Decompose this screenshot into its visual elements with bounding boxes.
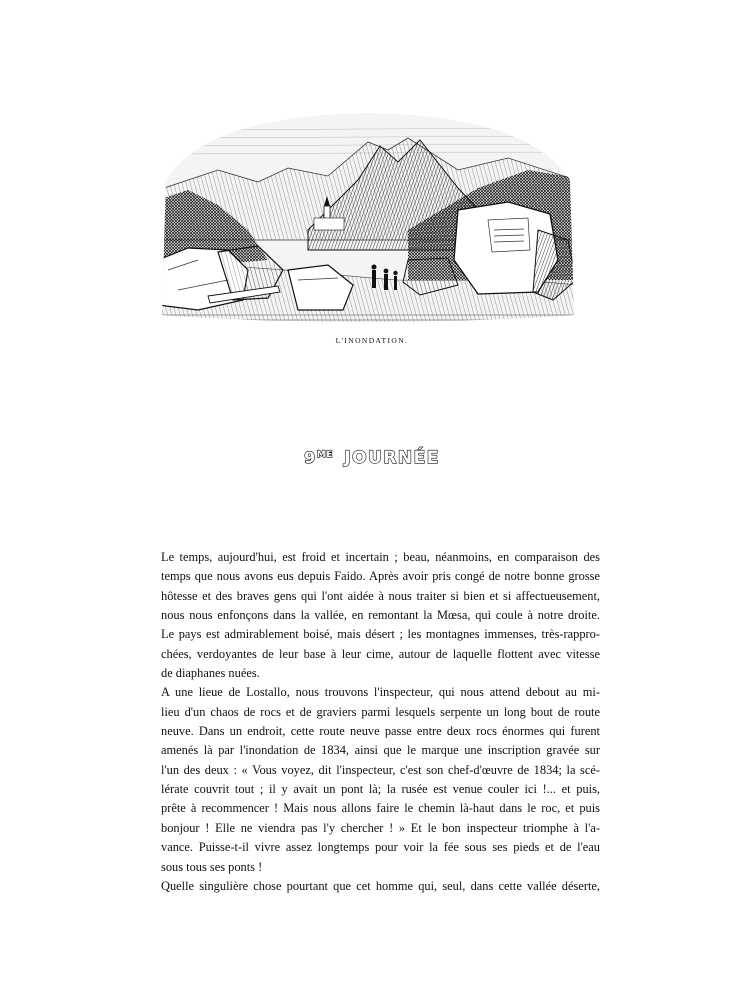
text-line: amenés là par l'inondation de 1834, ainsi que le marque une inscription gravée sur [161, 743, 600, 758]
text-line: Le pays est admirablement boisé, mais désert ; les montagnes immenses, très-rappro- [161, 627, 600, 642]
engraving-illustration [158, 110, 576, 330]
text-line: nous nous enfonçons dans la vallée, en remontant la Mœsa, qui coule à notre droite. [161, 608, 600, 623]
text-line: l'un des deux : « Vous voyez, dit l'inspecteur, c'est son chef-d'œuvre de 1834; la scé- [161, 762, 600, 777]
text-line: Le temps, aujourd'hui, est froid et incertain ; beau, néanmoins, en comparaison des [161, 550, 600, 564]
text-line: prête à recommencer ! Mais nous allons faire le chemin là-haut dans le roc, et puis [161, 801, 600, 816]
chapter-heading [0, 448, 744, 468]
text-line: lieu d'un chaos de rocs et de graviers parmi lesquels serpente un long bout de route [161, 704, 600, 719]
text-line: Quelle singulière chose pourtant que cet homme qui, seul, dans cette vallée déserte, [161, 878, 600, 893]
text-line: de diaphanes nuées. [161, 666, 260, 681]
text-line: chées, verdoyantes de leur base à leur cime, autour de laquelle flottent avec vitesse [161, 646, 600, 661]
paragraph [147, 877, 600, 896]
text-line: A une lieue de Lostallo, nous trouvons l'inspecteur, qui nous attend debout au mi- [161, 685, 600, 700]
body-text [147, 548, 600, 896]
text-line: vance. Puisse-t-il vivre assez longtemps pour voir la fée sous ses pieds et de l'eau [161, 840, 600, 855]
illustration-caption: L'INONDATION. [335, 336, 409, 345]
text-line: temps que nous avons eus depuis Faido. Après avoir pris congé de notre bonne grosse [161, 569, 600, 584]
text-line: lérate couvrit tout ; il y avait un pont là; la rusée est venue couler ici !... et puis, [161, 782, 600, 797]
text-line: bonjour ! Elle ne viendra pas l'y chercher ! » Et le bon inspecteur triomphe à l'a- [161, 820, 600, 835]
chapter-title: JOURNÉE [344, 448, 440, 468]
text-line: sous tous ses ponts ! [161, 859, 263, 874]
paragraph [147, 683, 600, 876]
text-line: hôtesse et des braves gens qui l'ont aidée à nous traiter si bien et si affectueusement, [161, 588, 600, 603]
chapter-number-suffix: ME [316, 450, 333, 460]
paragraph [147, 548, 600, 683]
chapter-number: 9 [304, 448, 317, 467]
text-line: neuve. Dans un endroit, cette route neuve passe entre deux rocs énormes qui furent [161, 724, 600, 739]
